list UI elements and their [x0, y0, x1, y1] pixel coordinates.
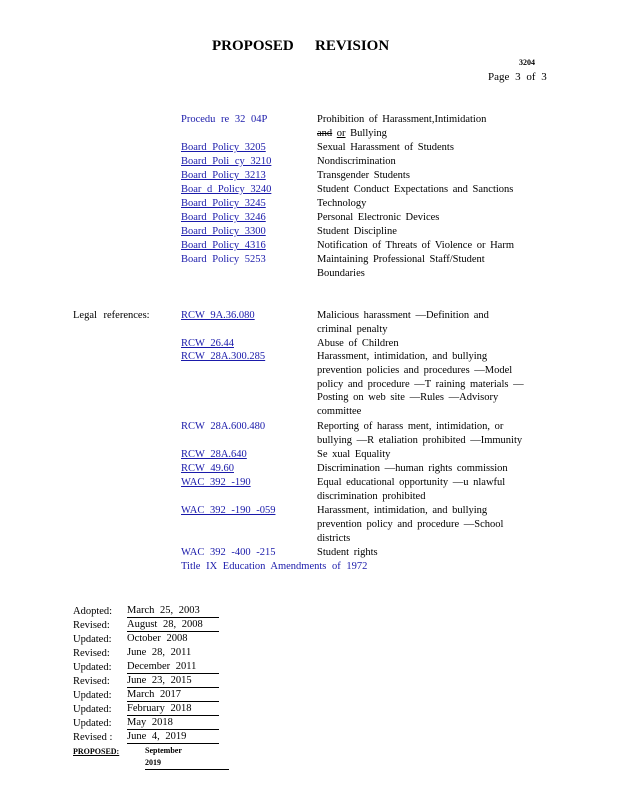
legal-desc: Harassment, intimidation, and bullying prevention policies and procedures —Model policy and procedure —T raining materials — Posting on web site —Rules —Advisory committee: [317, 351, 524, 418]
history-label: Updated:: [73, 690, 112, 701]
history-label: PROPOSED:: [73, 747, 120, 756]
legal-desc: Abuse of Children: [317, 338, 399, 349]
history-label: Revised:: [73, 620, 110, 631]
legal-link[interactable]: Title IX Education Amendments of 1972: [181, 561, 368, 572]
xref-desc: Notification of Threats of Violence or Harm: [317, 240, 515, 251]
legal-desc: Malicious harassment —Definition and criminal penalty: [317, 310, 489, 335]
legal-link[interactable]: WAC 392 -400 -215: [181, 547, 276, 558]
xref-desc: Maintaining Professional Staff/Student Boundaries: [317, 254, 485, 279]
history-label: Revised:: [73, 648, 110, 659]
history-date: August 28, 2008: [127, 619, 219, 632]
history-date: June 28, 2011: [127, 647, 192, 658]
history-date: October 2008: [127, 633, 188, 644]
history-date: June 4, 2019: [127, 731, 219, 744]
legal-link[interactable]: WAC 392 -190: [181, 477, 251, 488]
xref-link[interactable]: Board Poli cy 3210: [181, 156, 272, 167]
xref-link[interactable]: Board Policy 4316: [181, 240, 266, 251]
xref-link[interactable]: Board Policy 3300: [181, 226, 266, 237]
xref-desc: Transgender Students: [317, 170, 410, 181]
history-date: June 23, 2015: [127, 675, 219, 688]
xref-desc: Student Discipline: [317, 226, 397, 237]
history-label: Updated:: [73, 662, 112, 673]
legal-references-label: Legal references:: [73, 310, 150, 321]
history-date: March 25, 2003: [127, 605, 219, 618]
history-date: December 2011: [127, 661, 219, 674]
title-proposed: PROPOSED: [212, 38, 294, 54]
legal-link[interactable]: RCW 9A.36.080: [181, 310, 255, 321]
doc-number: 3204: [519, 58, 535, 67]
title-revision: REVISION: [315, 38, 390, 54]
legal-desc: Harassment, intimidation, and bullying prevention policy and procedure —School districts: [317, 505, 504, 544]
legal-link[interactable]: RCW 28A.600.480: [181, 421, 266, 432]
history-label: Revised:: [73, 676, 110, 687]
xref-link[interactable]: Board Policy 3245: [181, 198, 266, 209]
xref-link[interactable]: Board Policy 5253: [181, 254, 266, 265]
page-number: Page 3 of 3: [488, 71, 547, 83]
history-date: September 2019: [145, 745, 229, 770]
history-label: Updated:: [73, 718, 112, 729]
xref-link[interactable]: Board Policy 3213: [181, 170, 266, 181]
xref-link[interactable]: Boar d Policy 3240: [181, 184, 272, 195]
legal-link[interactable]: RCW 28A.640: [181, 449, 247, 460]
history-label: Updated:: [73, 634, 112, 645]
legal-link[interactable]: RCW 26.44: [181, 338, 234, 349]
legal-desc: Equal educational opportunity —u nlawful discrimination prohibited: [317, 477, 506, 502]
legal-desc: Reporting of harass ment, intimidation, or bullying —R etaliation prohibited —Immunity: [317, 421, 523, 446]
xref-desc: Personal Electronic Devices: [317, 212, 440, 223]
history-label: Updated:: [73, 704, 112, 715]
legal-link[interactable]: RCW 28A.300.285: [181, 351, 266, 362]
xref-desc: Prohibition of Harassment,Intimidation and or Bullying: [317, 114, 487, 139]
history-label: Revised :: [73, 732, 113, 743]
legal-link[interactable]: RCW 49.60: [181, 463, 234, 474]
xref-link[interactable]: Board Policy 3205: [181, 142, 266, 153]
xref-link[interactable]: Board Policy 3246: [181, 212, 266, 223]
xref-link[interactable]: Procedu re 32 04P: [181, 114, 268, 125]
xref-desc: Student Conduct Expectations and Sanctions: [317, 184, 514, 195]
legal-desc: Se xual Equality: [317, 449, 391, 460]
history-date: March 2017: [127, 689, 219, 702]
history-date: February 2018: [127, 703, 219, 716]
legal-desc: Student rights: [317, 547, 378, 558]
legal-link[interactable]: WAC 392 -190 -059: [181, 505, 276, 516]
xref-desc: Nondiscrimination: [317, 156, 396, 167]
history-label: Adopted:: [73, 606, 113, 617]
xref-desc: Sexual Harassment of Students: [317, 142, 454, 153]
legal-desc: Discrimination —human rights commission: [317, 463, 508, 474]
history-date: May 2018: [127, 717, 219, 730]
xref-desc: Technology: [317, 198, 367, 209]
